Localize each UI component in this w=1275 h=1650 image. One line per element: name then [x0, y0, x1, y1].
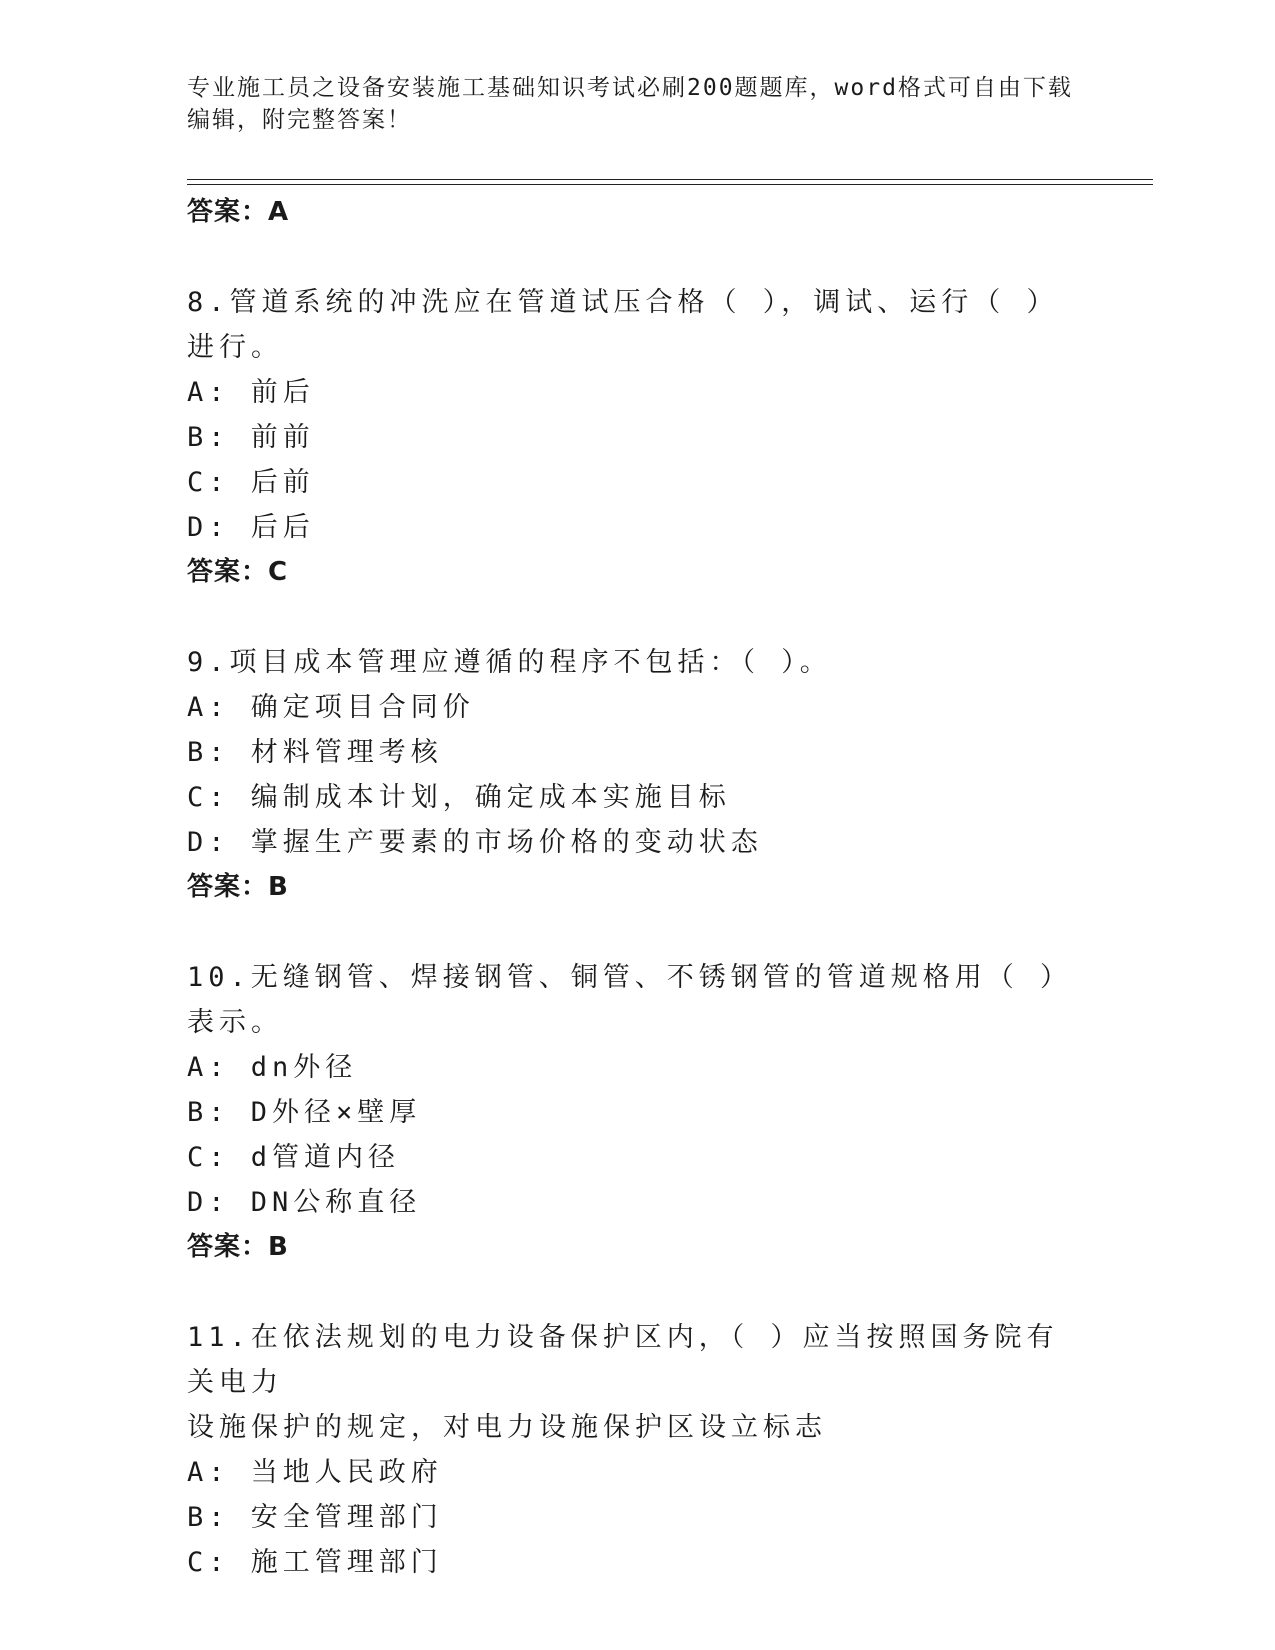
option-b: B: D外径×壁厚: [187, 1097, 422, 1128]
option-d: D: 掌握生产要素的市场价格的变动状态: [187, 827, 763, 858]
option-b: B: 前前: [187, 422, 315, 453]
option-c: C: d管道内径: [187, 1142, 401, 1173]
option-c: C: 施工管理部门: [187, 1547, 443, 1578]
option-c: C: 后前: [187, 467, 315, 498]
question-text: 8.管道系统的冲洗应在管道试压合格（ ），调试、运行（ ）进行。: [187, 287, 1059, 363]
option-a: A: dn外径: [187, 1052, 358, 1083]
option-c: C: 编制成本计划，确定成本实施目标: [187, 782, 731, 813]
header-line-1: 专业施工员之设备安装施工基础知识考试必刷200题题库，word格式可自由下载: [187, 75, 1073, 101]
document-header: [187, 72, 1087, 136]
option-a: A: 当地人民政府: [187, 1457, 443, 1488]
header-line-2: 编辑，附完整答案！: [187, 107, 412, 133]
answer: 答案：B: [187, 1232, 289, 1262]
option-a: A: 前后: [187, 377, 315, 408]
question-11: [187, 1315, 1087, 1585]
question-8: [187, 280, 1087, 595]
option-a: A: 确定项目合同价: [187, 692, 475, 723]
option-d: D: 后后: [187, 512, 315, 543]
answer: 答案：B: [187, 872, 289, 902]
previous-answer: 答案：A: [187, 197, 290, 227]
answer: 答案：C: [187, 557, 289, 587]
question-10: [187, 955, 1087, 1270]
question-list: [187, 190, 1087, 1585]
question-text: 10.无缝钢管、焊接钢管、铜管、不锈钢管的管道规格用（ ）表示。: [187, 962, 1073, 1038]
header-divider-top: [187, 179, 1153, 180]
option-d: D: DN公称直径: [187, 1187, 422, 1218]
option-b: B: 安全管理部门: [187, 1502, 443, 1533]
header-divider-bottom: [187, 184, 1153, 185]
option-b: B: 材料管理考核: [187, 737, 443, 768]
question-text-line-1: 11.在依法规划的电力设备保护区内，（ ）应当按照国务院有关电力: [187, 1322, 1059, 1398]
question-text-line-2: 设施保护的规定，对电力设施保护区设立标志: [187, 1412, 827, 1443]
question-9: [187, 640, 1087, 910]
question-text: 9.项目成本管理应遵循的程序不包括：（ ）。: [187, 647, 832, 678]
